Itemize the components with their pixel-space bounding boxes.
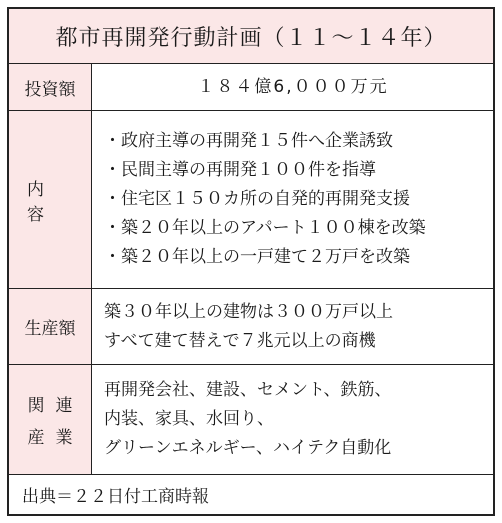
list-item: ・築２０年以上の一戸建て２万戸を改築 <box>104 247 410 267</box>
related-line: グリーンエネルギー、ハイテク自動化 <box>104 438 392 458</box>
list-item: ・築２０年以上のアパート１００棟を改築 <box>104 218 426 238</box>
contents-list <box>93 111 493 288</box>
investment-label-cell <box>9 64 92 110</box>
source-note: 出典＝２２日付工商時報 <box>22 487 209 507</box>
plan-table <box>7 7 495 516</box>
related-line: 再開発会社、建設、セメント、鉄筋、 <box>104 380 392 400</box>
table-title <box>9 9 493 64</box>
related-label-cell <box>9 365 92 474</box>
list-item: ・民間主導の再開発１００件を指導 <box>104 160 376 180</box>
production-text <box>93 289 493 364</box>
production-row <box>9 289 493 365</box>
list-item: ・住宅区１５０カ所の自発的再開発支援 <box>104 189 410 209</box>
production-label-cell <box>9 289 92 364</box>
investment-row <box>9 64 493 111</box>
related-label: 関 連 産 業 <box>27 396 73 448</box>
source-row <box>9 475 493 514</box>
investment-label: 投資額 <box>24 79 76 100</box>
production-line: すべて建て替えで７兆元以上の商機 <box>104 330 376 351</box>
related-line: 内装、家具、水回り、 <box>104 409 274 429</box>
production-label: 生産額 <box>24 319 76 339</box>
table-title-text: 都市再開発行動計画（１１～１４年） <box>55 25 447 51</box>
production-line: 築３０年以上の建物は３００万戸以上 <box>104 301 393 322</box>
related-industries-row <box>9 365 493 475</box>
contents-row <box>9 111 493 289</box>
contents-label-cell <box>9 111 92 288</box>
list-item: ・政府主導の再開発１５件へ企業誘致 <box>104 131 393 151</box>
investment-value-cell <box>93 64 493 110</box>
related-industries-text <box>93 365 493 474</box>
contents-label: 内容 <box>27 179 62 225</box>
investment-value: １８４億6,０００万元 <box>197 76 389 97</box>
